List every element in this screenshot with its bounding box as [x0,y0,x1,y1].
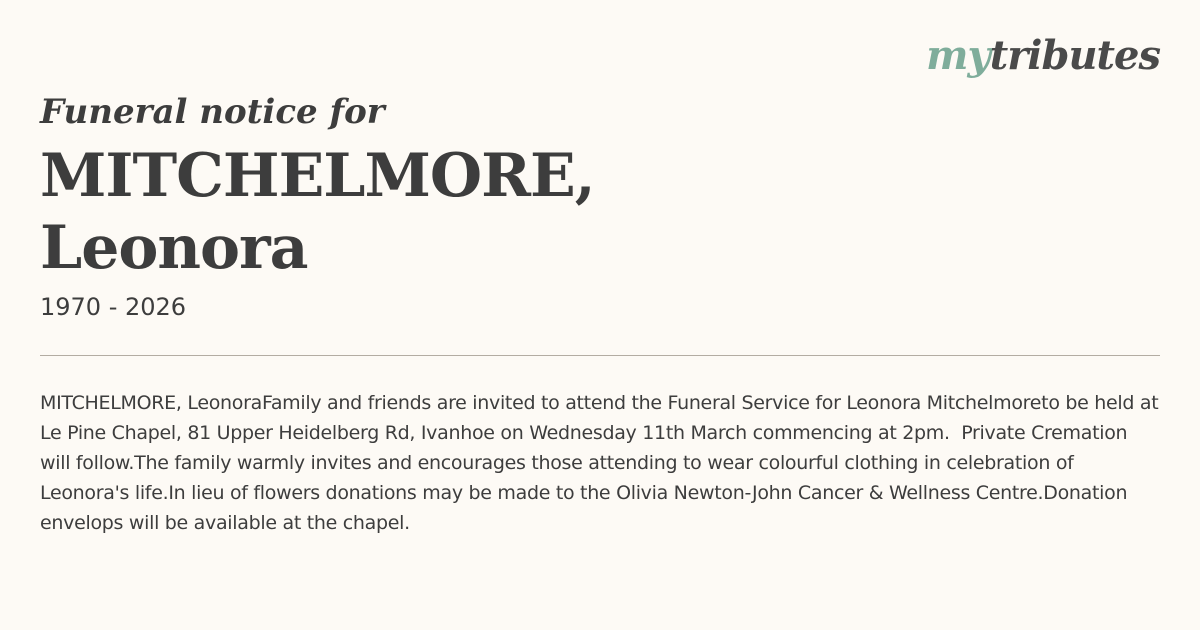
notice-body: MITCHELMORE, LeonoraFamily and friends are invited to attend the Funeral Service for Leonora Mitchelmoreto be held at Le Pine Chapel, 81 Upper Heidelberg Rd, Ivanhoe on Wednesday 11th March commencing at 2pm. Private Cremation will follow.The family warmly invites and encourages those attending to wear colourful clothing in celebration of Leonora's life.In lieu of flowers donations may be made to the Olivia Newton-John Cancer & Wellness Centre.Donation envelops will be available at the chapel. [40,392,1165,534]
notice-intro: Funeral notice for [40,92,385,132]
life-years: 1970 - 2026 [40,293,187,321]
deceased-name [40,140,595,284]
logo-my: my [926,32,990,79]
deceased-surname: MITCHELMORE, [40,141,595,211]
divider [40,355,1160,356]
deceased-given-name: Leonora [40,213,308,283]
mytributes-logo [926,32,1160,80]
logo-tributes: tributes [989,32,1160,79]
